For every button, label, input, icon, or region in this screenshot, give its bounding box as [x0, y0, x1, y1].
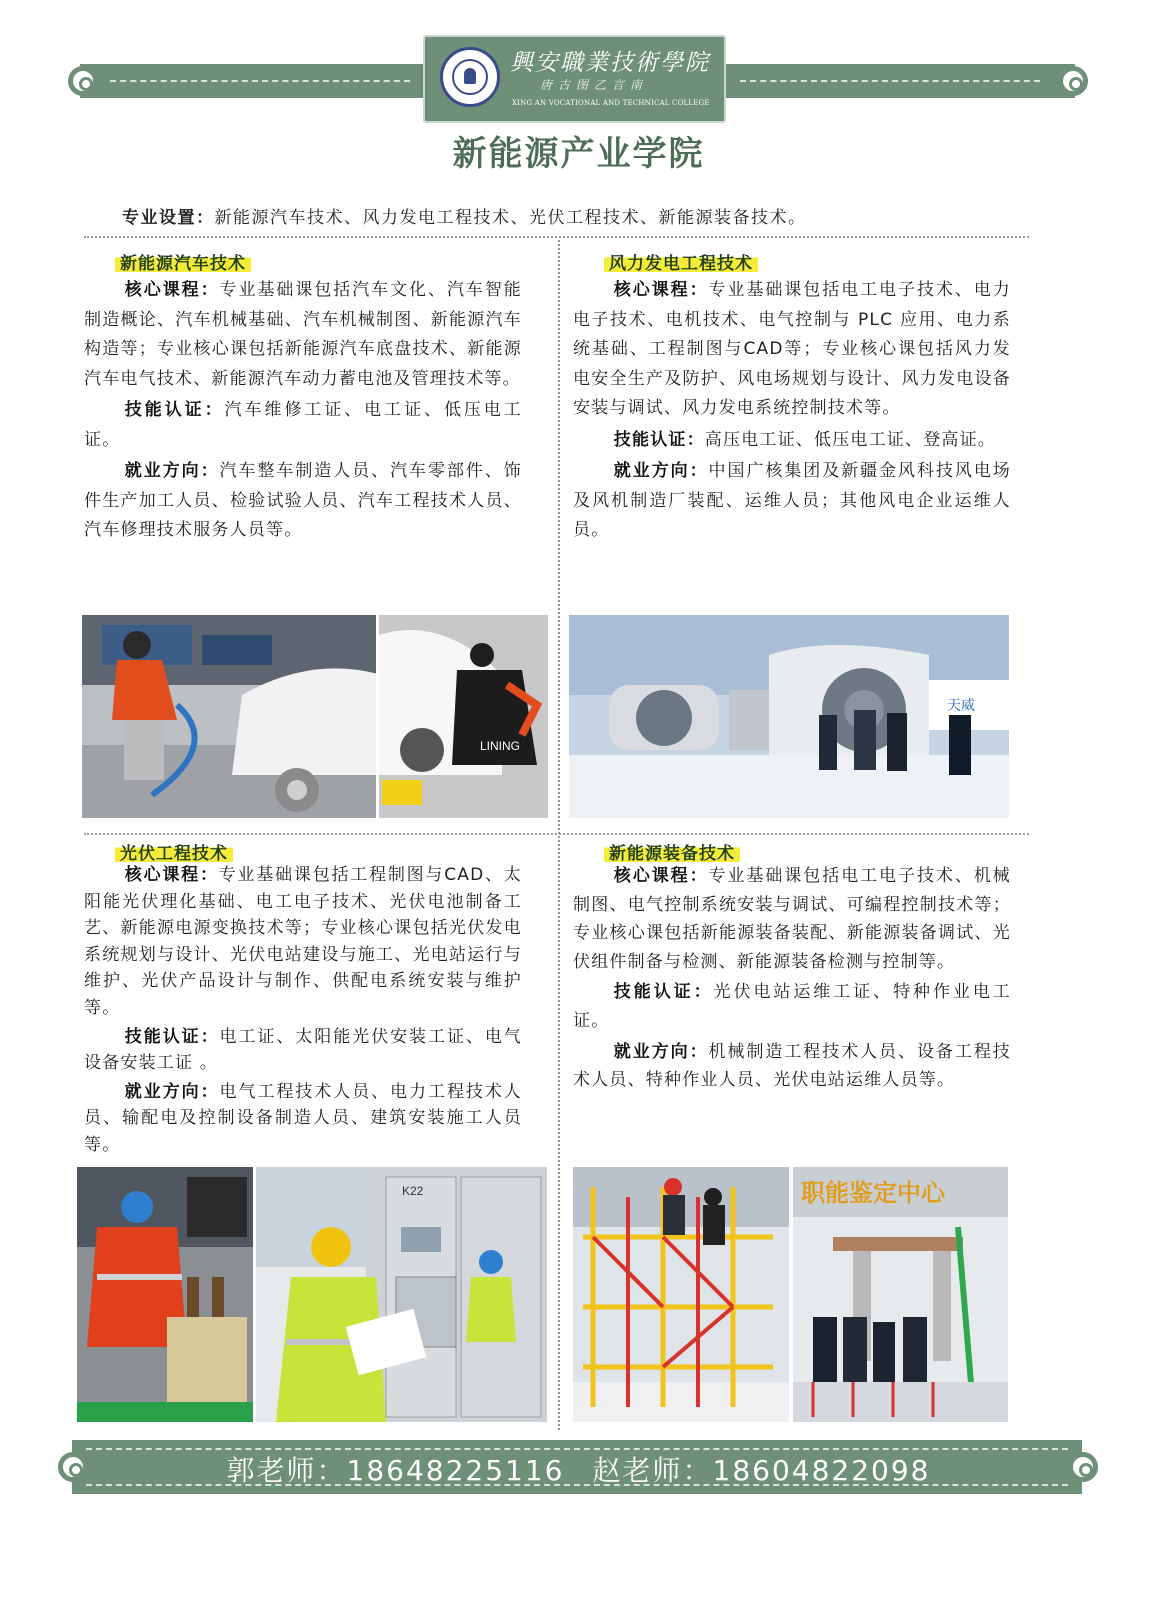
section-wind: [604, 249, 758, 274]
contact-zhao: 赵老师：18604822098: [592, 1454, 931, 1487]
banner-dash-left: [110, 80, 410, 82]
section-pv-body: [84, 862, 522, 1161]
scroll-curl-icon: [1058, 66, 1088, 96]
section-ev-body: [84, 276, 522, 548]
school-motto: 唐古图乙言南: [540, 78, 649, 92]
turbine-banner: 天威: [947, 697, 975, 713]
contact-guo: 郭老师：18648225116: [226, 1454, 565, 1487]
core-courses: 核心课程：专业基础课包括电工电子技术、电力电子技术、电机技术、电气控制与 PLC 应用、电力系统基础、工程制图与CAD等；专业核心课包括风力发电安全生产及防护、风电场规划与设计、风力发电设备安装与调试、风力发电系统控制技术等。: [573, 280, 1011, 418]
section-title: 新能源装备技术: [604, 842, 740, 864]
career-direction: 就业方向：机械制造工程技术人员、设备工程技术人员、特种作业人员、光伏电站运维人员等。: [573, 1041, 1011, 1091]
skill-cert: 技能认证：汽车维修工证、电工证、低压电工证。: [84, 400, 523, 450]
majors-label: 专业设置：: [122, 208, 215, 228]
skill-cert: 技能认证：高压电工证、低压电工证、登高证。: [613, 429, 996, 450]
page-title: 新能源产业学院: [452, 134, 705, 174]
skill-cert: 技能认证：电工证、太阳能光伏安装工证、电气设备安装工证 。: [84, 1026, 522, 1074]
section-title: 风力发电工程技术: [604, 252, 758, 274]
section-title: 光伏工程技术: [115, 842, 233, 864]
school-name: 興安職業技術學院: [510, 50, 710, 76]
majors-text: 新能源汽车技术、风力发电工程技术、光伏工程技术、新能源装备技术。: [214, 208, 807, 228]
cabinet-label: K22: [402, 1184, 424, 1198]
contact-line: [0, 1449, 1157, 1489]
scroll-curl-icon: [68, 66, 98, 96]
career-direction: 就业方向：汽车整车制造人员、汽车零部件、饰件生产加工人员、检验试验人员、汽车工程技术人员、汽车修理技术服务人员等。: [84, 461, 522, 540]
divider-vertical: [558, 240, 560, 1430]
core-courses: 核心课程：专业基础课包括汽车文化、汽车智能制造概论、汽车机械基础、汽车机械制图、新能源汽车构造等；专业核心课包括新能源汽车底盘技术、新能源汽车电气技术、新能源汽车动力蓄电池及管理技术等。: [84, 280, 522, 389]
photo-equipment-scaffold: [573, 1167, 789, 1422]
section-ev: [115, 249, 251, 274]
school-name-english: XING AN VOCATIONAL AND TECHNICAL COLLEGE: [512, 99, 710, 107]
school-seal-icon: [440, 47, 500, 107]
photo-pv-transformer: [77, 1167, 253, 1422]
divider-middle: [84, 833, 1029, 835]
career-direction: 就业方向：电气工程技术人员、电力工程技术人员、输配电及控制设备制造人员、建筑安装施工人员等。: [84, 1081, 522, 1155]
photo-pv-switchgear: [256, 1167, 547, 1422]
skill-cert: 技能认证：光伏电站运维工证、特种作业电工证。: [573, 982, 1012, 1031]
career-direction: 就业方向：中国广核集团及新疆金风科技风电场及风机制造厂装配、运维人员；其他风电企业运维人员。: [573, 461, 1011, 540]
lab-sign: 职能鉴定中心: [801, 1179, 945, 1207]
section-wind-body: [573, 276, 1011, 548]
divider-top: [84, 236, 1029, 238]
banner-dash-right: [740, 80, 1040, 82]
jacket-print: LINING: [480, 739, 521, 753]
core-courses: 核心课程：专业基础课包括电工电子技术、机械制图、电气控制系统安装与调试、可编程控制技术等；专业核心课包括新能源装备装配、新能源装备调试、光伏组件制备与检测、新能源装备检测与控制等。: [573, 866, 1011, 972]
photo-ev-workshop: [82, 615, 548, 818]
photo-equipment-lab: [793, 1167, 1008, 1422]
section-equipment-body: [573, 862, 1011, 1097]
section-equipment: [604, 839, 740, 864]
core-courses: 核心课程：专业基础课包括工程制图与CAD、太阳能光伏理化基础、电工电子技术、光伏电池制备工艺、新能源电源变换技术等；专业核心课包括光伏发电系统规划与设计、光伏电站建设与施工、光电站运行与维护、光伏产品设计与制作、供配电系统安装与维护等。: [84, 865, 522, 1018]
majors-line: [122, 203, 807, 228]
section-title: 新能源汽车技术: [115, 252, 251, 274]
section-pv: [115, 839, 233, 864]
photo-wind-turbine: [569, 615, 1009, 818]
